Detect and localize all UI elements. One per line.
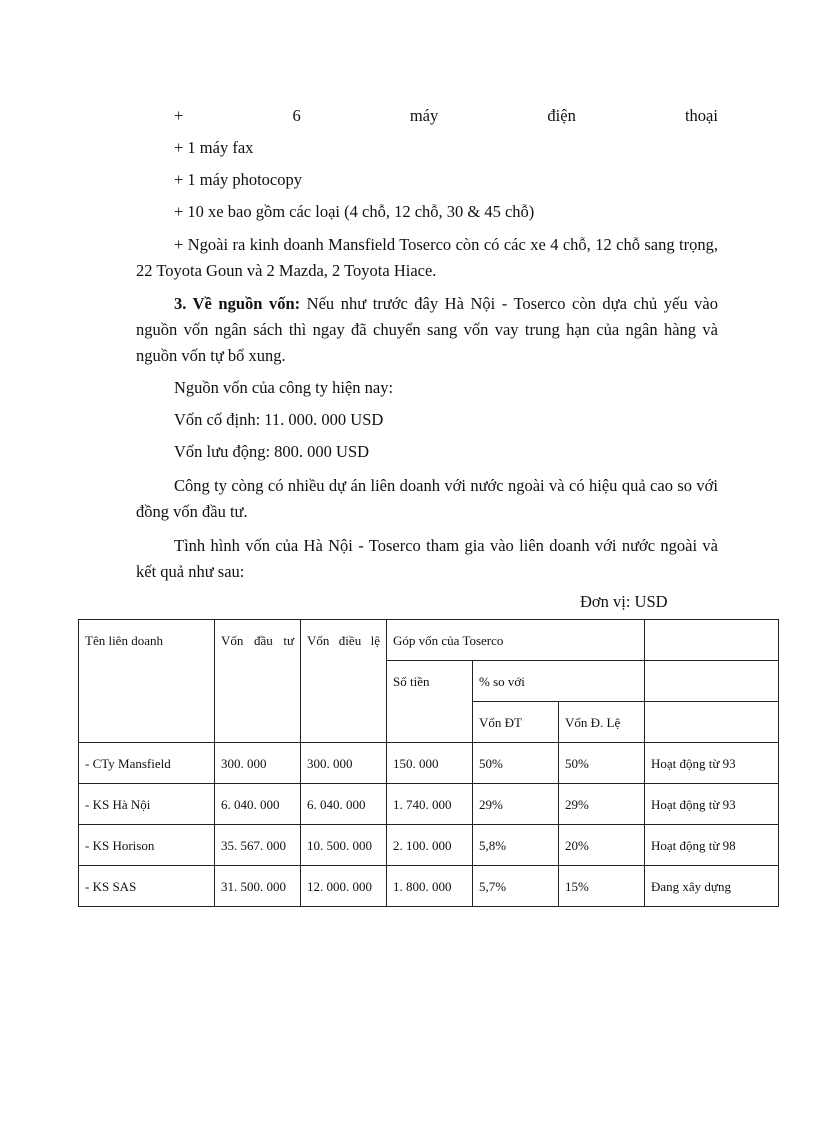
- cell-name: - KS Horison: [79, 825, 215, 866]
- projects-paragraph: Công ty còng có nhiều dự án liên doanh với nước ngoài và có hiệu quả cao so với đồng vốn đầu tư.: [136, 476, 718, 521]
- cell-pct-invest: 29%: [473, 784, 559, 825]
- working-capital-line: Vốn lưu động: 800. 000 USD: [174, 442, 370, 461]
- cell-pct-charter: 29%: [559, 784, 645, 825]
- cell-pct-invest: 5,7%: [473, 866, 559, 907]
- cell-amount: 1. 740. 000: [387, 784, 473, 825]
- cell-charter: 6. 040. 000: [301, 784, 387, 825]
- header-empty-cell: [645, 661, 779, 702]
- phones-word: máy: [409, 106, 439, 125]
- cell-pct-invest: 50%: [473, 743, 559, 784]
- capital-paragraph: [136, 291, 718, 369]
- situation-paragraph: Tình hình vốn của Hà Nội - Toserco tham gia vào liên doanh với nước ngoài và kết quả như sau:: [136, 536, 718, 581]
- cell-invest: 6. 040. 000: [215, 784, 301, 825]
- cars-line: + 10 xe bao gồm các loại (4 chỗ, 12 chỗ, 30 & 45 chỗ): [174, 202, 535, 221]
- header-invest: Vốn đầu tư: [215, 620, 301, 743]
- table-row: [79, 784, 779, 825]
- cell-amount: 1. 800. 000: [387, 866, 473, 907]
- cell-name: - KS Hà Nội: [79, 784, 215, 825]
- header-pct-invest: Vốn ĐT: [473, 702, 559, 743]
- cell-pct-invest: 5,8%: [473, 825, 559, 866]
- header-percent: % so với: [473, 661, 645, 702]
- phones-word: +: [174, 106, 184, 125]
- cell-pct-charter: 15%: [559, 866, 645, 907]
- table-row: [79, 866, 779, 907]
- header-pct-charter: Vốn Đ. Lệ: [559, 702, 645, 743]
- phones-word: thoại: [684, 106, 718, 125]
- cell-charter: 12. 000. 000: [301, 866, 387, 907]
- cell-name: - CTy Mansfield: [79, 743, 215, 784]
- cell-pct-charter: 20%: [559, 825, 645, 866]
- phones-word: 6: [292, 106, 301, 125]
- cell-invest: 300. 000: [215, 743, 301, 784]
- cell-charter: 300. 000: [301, 743, 387, 784]
- cell-invest: 31. 500. 000: [215, 866, 301, 907]
- phones-line: [174, 106, 718, 126]
- cell-status: Đang xây dựng: [645, 866, 779, 907]
- cell-pct-charter: 50%: [559, 743, 645, 784]
- header-empty-cell: [645, 702, 779, 743]
- header-name: Tên liên doanh: [79, 620, 215, 743]
- cell-status: Hoạt động từ 93: [645, 743, 779, 784]
- photocopy-line: + 1 máy photocopy: [174, 170, 302, 189]
- header-amount: Số tiền: [387, 661, 473, 743]
- cell-status: Hoạt động từ 98: [645, 825, 779, 866]
- cell-invest: 35. 567. 000: [215, 825, 301, 866]
- mansfield-paragraph: + Ngoài ra kinh doanh Mansfield Toserco còn có các xe 4 chỗ, 12 chỗ sang trọng, 22 Toyota Goun và 2 Mazda, 2 Toyota Hiace.: [136, 235, 718, 280]
- capital-now-line: Nguồn vốn của công ty hiện nay:: [174, 378, 394, 397]
- cell-status: Hoạt động từ 93: [645, 784, 779, 825]
- joint-venture-table: [78, 619, 779, 907]
- cell-name: - KS SAS: [79, 866, 215, 907]
- header-charter: Vốn điều lệ: [301, 620, 387, 743]
- cell-charter: 10. 500. 000: [301, 825, 387, 866]
- capital-text: Nếu như trước đây Hà Nội - Toserco còn dựa chủ yếu vào nguồn vốn ngân sách thì ngay đã chuyển sang vốn vay trung hạn của ngân hàng và nguồn vốn tự bổ xung.: [136, 294, 718, 365]
- phones-word: điện: [547, 106, 576, 125]
- capital-heading: 3. Về nguồn vốn:: [174, 294, 301, 313]
- table-row: [79, 743, 779, 784]
- header-empty-cell: [645, 620, 779, 661]
- unit-label: Đơn vị: USD: [580, 592, 668, 611]
- fax-line: + 1 máy fax: [174, 138, 254, 157]
- fixed-capital-line: Vốn cố định: 11. 000. 000 USD: [174, 410, 384, 429]
- table-row: [79, 825, 779, 866]
- header-contrib: Góp vốn của Toserco: [387, 620, 645, 661]
- cell-amount: 2. 100. 000: [387, 825, 473, 866]
- cell-amount: 150. 000: [387, 743, 473, 784]
